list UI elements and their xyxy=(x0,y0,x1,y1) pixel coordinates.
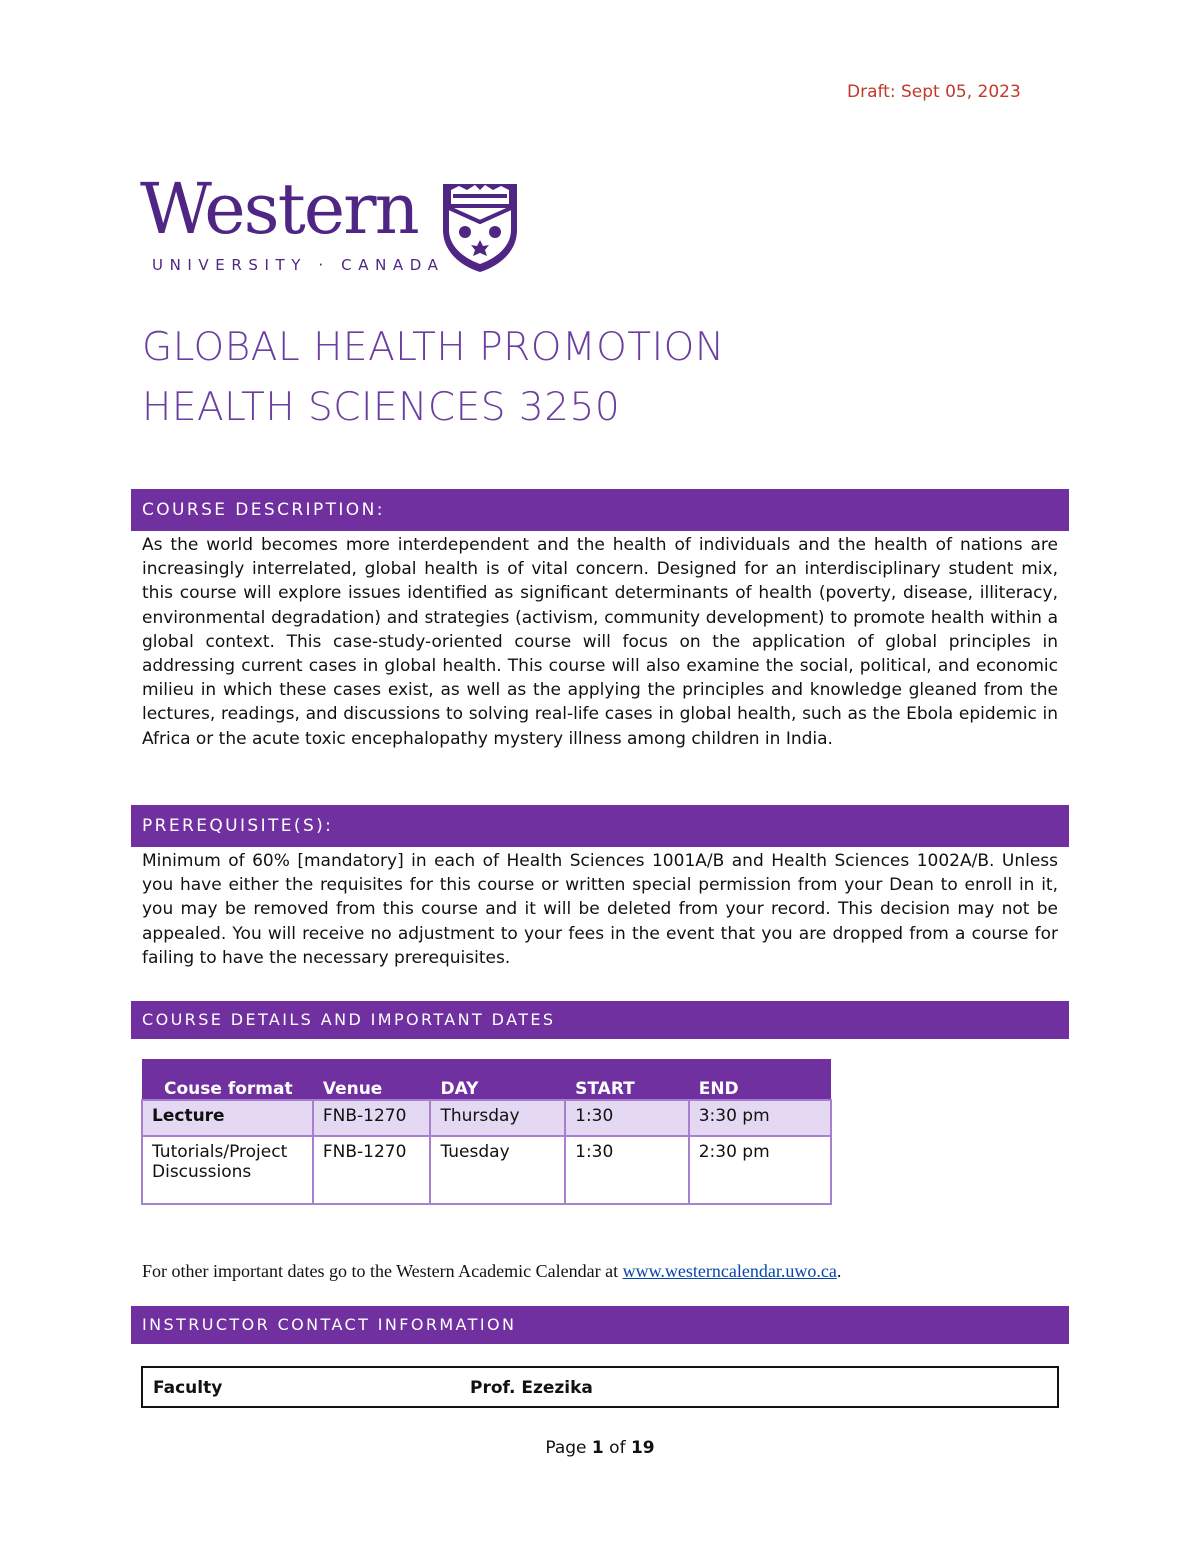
cell-end: 2:30 pm xyxy=(689,1136,831,1204)
cell-start: 1:30 xyxy=(565,1100,689,1136)
western-logo-wordmark: Western xyxy=(140,168,418,250)
table-row xyxy=(142,1136,831,1204)
page-number xyxy=(0,1438,1200,1458)
cell-day: Thursday xyxy=(430,1100,565,1136)
prerequisites-heading: PREREQUISITE(S): xyxy=(131,805,1069,847)
course-description-text: As the world becomes more interdependent and the health of individuals and the health of nations are increasingly interrelated, global health is of vital concern. Designed for an interdisciplinary student mix, this course will explore issues identified as significant determinants of health (poverty, disease, illiteracy, environmental degradation) and strategies (activism, community development) to promote health within a global context. This case-study-oriented course will focus on the application of global principles in addressing current cases in global health. This course will also examine the social, political, and economic milieu in which these cases exist, as well as the applying the principles and knowledge gleaned from the lectures, readings, and discussions to solving real-life cases in global health, such as the Ebola epidemic in Africa or the acute toxic encephalopathy mystery illness among children in India. xyxy=(142,535,1058,749)
header-end: END xyxy=(689,1059,831,1100)
table-row xyxy=(142,1100,831,1136)
cell-venue: FNB-1270 xyxy=(313,1136,431,1204)
cell-venue: FNB-1270 xyxy=(313,1100,431,1136)
cell-start: 1:30 xyxy=(565,1136,689,1204)
cell-day: Tuesday xyxy=(430,1136,565,1204)
western-crest-icon xyxy=(441,182,519,274)
calendar-note xyxy=(142,1261,841,1282)
cell-end: 3:30 pm xyxy=(689,1100,831,1136)
course-details-heading: COURSE DETAILS AND IMPORTANT DATES xyxy=(131,1001,1069,1039)
faculty-row xyxy=(141,1366,1059,1408)
faculty-name: Prof. Ezezika xyxy=(470,1378,593,1398)
page-current: 1 xyxy=(591,1438,604,1458)
header-start: START xyxy=(565,1059,689,1100)
instructor-heading: INSTRUCTOR CONTACT INFORMATION xyxy=(131,1306,1069,1344)
prerequisites-text: Minimum of 60% [mandatory] in each of Health Sciences 1001A/B and Health Sciences 1002A/B. Unless you have either the requisites for this course or written special permission from your Dean to enroll in it, you may be removed from this course and it will be deleted from your record. This decision may not be appealed. You will receive no adjustment to your fees in the event that you are dropped from a course for failing to have the necessary prerequisites. xyxy=(142,851,1058,968)
page-total: 19 xyxy=(630,1438,655,1458)
header-day: DAY xyxy=(430,1059,565,1100)
course-schedule-table xyxy=(141,1059,832,1205)
course-code: HEALTH SCIENCES 3250 xyxy=(142,385,621,430)
western-logo-subtitle: UNIVERSITY · CANADA xyxy=(152,256,445,274)
faculty-label: Faculty xyxy=(153,1378,223,1398)
course-title: GLOBAL HEALTH PROMOTION xyxy=(142,325,725,370)
header-course-format: Couse format xyxy=(142,1059,313,1100)
table-header-row xyxy=(142,1059,831,1100)
cell-format: Lecture xyxy=(142,1100,313,1136)
calendar-suffix: . xyxy=(836,1261,842,1281)
header-venue: Venue xyxy=(313,1059,431,1100)
draft-date-label: Draft: Sept 05, 2023 xyxy=(847,82,1021,102)
course-description-heading: COURSE DESCRIPTION: xyxy=(131,489,1069,531)
cell-format: Tutorials/Project Discussions xyxy=(142,1136,313,1204)
calendar-link[interactable]: www.westerncalendar.uwo.ca xyxy=(622,1261,837,1281)
page-of: of xyxy=(603,1438,631,1458)
calendar-text: For other important dates go to the Western Academic Calendar at xyxy=(142,1261,623,1281)
page-prefix: Page xyxy=(545,1438,592,1458)
